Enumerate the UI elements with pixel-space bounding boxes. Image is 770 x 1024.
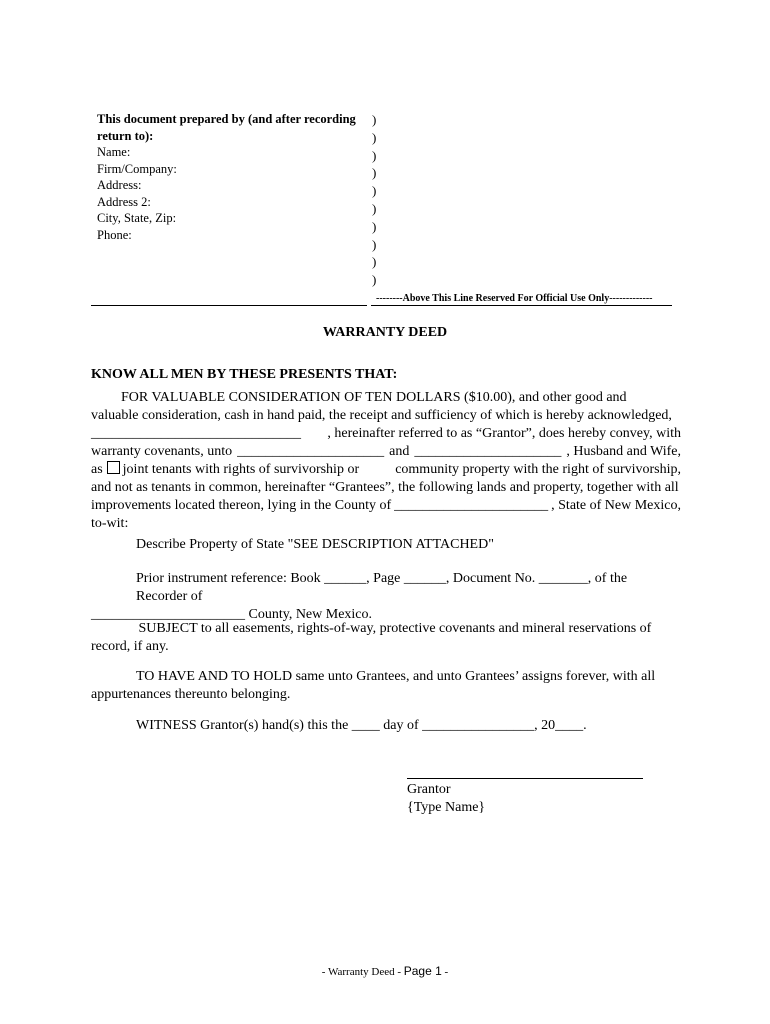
consideration-text: , State of New Mexico, [551,498,681,513]
consideration-text: improvements located thereon, lying in the County of [91,498,392,513]
address-field-label: Address: [97,178,142,192]
subject-line-1: SUBJECT to all easements, rights-of-way, protective covenants and mineral reservations of [135,621,652,636]
paren: ) [372,272,377,288]
consideration-text: joint tenants with rights of survivorship or [122,462,360,477]
consideration-line-6 [91,479,681,497]
paren: ) [372,236,377,252]
bracket-column [372,111,376,289]
address2-field-label: Address 2: [97,194,151,209]
page-footer [0,964,770,978]
consideration-text: as [91,462,103,477]
consideration-text: FOR VALUABLE CONSIDERATION OF TEN DOLLARS ($10.00), and other good and [121,390,627,405]
county-blank: ______________________ [394,498,549,513]
habendum-paragraph [91,668,681,704]
consideration-text: community property with the right of survivorship, [395,462,681,477]
official-use-notice: --------Above This Line Reserved For Official Use Only------------- [376,293,653,304]
phone-field-label: Phone: [97,227,132,242]
name-field-label: Name: [97,145,131,159]
paren: ) [372,165,377,181]
city-state-zip-field-label: City, State, Zip: [97,211,177,225]
consideration-text: valuable consideration, cash in hand paid, the receipt and sufficiency of which is hereby acknowledged, [91,408,672,423]
joint-tenants-checkbox[interactable] [107,461,120,474]
paren: ) [372,147,377,163]
consideration-line-4 [91,443,681,461]
habendum-line-2: appurtenances thereunto belonging. [91,687,291,702]
consideration-line-7 [91,497,681,515]
consideration-line-5 [91,461,681,479]
consideration-line-8: to-wit: [91,516,129,531]
consideration-text: , hereinafter referred to as “Grantor”, does hereby convey, with [327,426,681,441]
prior-instrument-line-1: Prior instrument reference: Book ______, Page ______, Document No. _______, of the Recorder of [136,571,628,604]
grantee-2-blank: _____________________ [414,444,562,459]
prior-instrument-line-2: ______________________ County, New Mexico. [91,607,373,622]
paren: ) [372,200,377,216]
paren: ) [372,112,377,127]
consideration-line-2 [91,407,681,425]
subject-line-2: record, if any. [91,639,169,654]
firm-field-label: Firm/Company: [97,161,177,176]
grantee-1-blank: _____________________ [237,444,385,459]
paren: ) [372,183,377,199]
witness-clause: WITNESS Grantor(s) hand(s) this the ____ day of ________________, 20____. [136,718,587,733]
consideration-line-1 [91,389,681,407]
prepared-by-label: This document prepared by (and after recording [97,112,356,126]
consideration-text: , Husband and Wife, [566,444,681,459]
grantor-name-blank: ______________________________ [91,426,301,441]
return-to-label: return to): [97,128,154,143]
page-number: Page 1 [403,964,442,978]
subject-paragraph [91,620,681,656]
consideration-paragraph [91,389,681,533]
footer-prefix: - Warranty Deed - [321,966,404,978]
grantor-label: Grantor [407,782,451,797]
grantor-signature-line [407,778,643,779]
consideration-text: and [389,444,410,459]
paren: ) [372,254,377,270]
property-description: Describe Property of State "SEE DESCRIPTION ATTACHED" [136,537,494,552]
tenancy-option [91,461,359,479]
document-title: WARRANTY DEED [322,325,448,340]
consideration-line-3 [91,425,681,443]
paren: ) [372,129,377,145]
preparer-block [97,111,356,243]
consideration-text: and not as tenants in common, hereinafter “Grantees”, the following lands and property, together with all [91,480,679,495]
consideration-text: warranty covenants, unto [91,444,233,459]
prior-instrument-paragraph [91,570,681,624]
footer-suffix: - [441,966,449,978]
paren: ) [372,218,377,234]
habendum-line-1: TO HAVE AND TO HOLD same unto Grantees, and unto Grantees’ assigns forever, with all [136,669,656,684]
know-all-men-heading: KNOW ALL MEN BY THESE PRESENTS THAT: [91,367,398,382]
grantor-type-name: {Type Name} [407,800,486,815]
header-divider-left [91,305,367,306]
header-divider-right [371,305,672,306]
